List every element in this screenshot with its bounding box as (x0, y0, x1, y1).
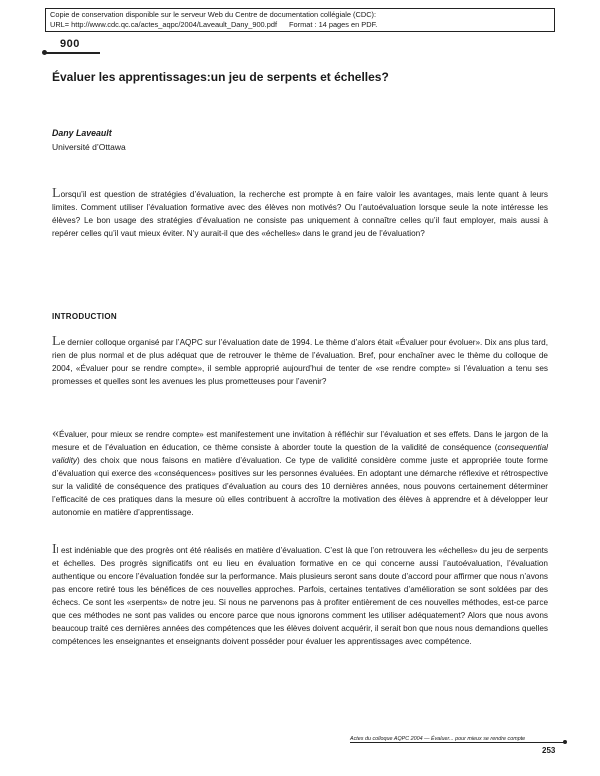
paragraph-3-text: l est indéniable que des progrès ont été réalisés en matière d’évaluation. C’est là que l’on retrouvera les «échelles» du jeu de serpents et échelles. Des progrès significatifs ont eu lieu en évaluation formative en ce qui concerne aussi l’autoévaluation, l’évaluation authentique ou encore l’évaluation fondée sur la performance. Mais plusieurs seront sans doute d’accord pour affirmer que nous n’avons pas encore retiré tous les bénéfices de ces nouvelles approches. Parfois, certaines tentatives d’amélioration se sont soldées par des échecs. Ce sont les «serpents» de notre jeu. Si nous ne parvenons pas à profiter entièrement de ces nouvelles méthodes, est-ce parce que ces méthodes ne sont pas valides ou encore parce que nous ignorons comment les utiliser adéquatement? Alors que nous avons beaucoup traité ces dernières années des compétences que les élèves doivent acquérir, il serait bon que nous nous demandions quelles compétences les enseignantes et enseignants doivent posséder pour évaluer les apprentissages avec compétence. (52, 546, 548, 646)
author-affiliation: Université d’Ottawa (52, 142, 126, 152)
article-title: Évaluer les apprentissages:un jeu de serpents et échelles? (52, 70, 389, 84)
running-footer: Actes du colloque AQPC 2004 — Évaluer... pour mieux se rendre compte (350, 736, 526, 742)
abstract-dropcap: L (52, 186, 61, 201)
paragraph-1-text: e dernier colloque organisé par l’AQPC sur l’évaluation date de 1994. Le thème d’alors était «Évaluer pour évoluer». Dix ans plus tard, rien de plus normal et de plus adéquat que de retrouver le thème de l’évaluation. Bref, pour enchaîner avec le thème du colloque de 2004, «Évaluer pour se rendre compte», il semble approprié aujourd’hui de tenter de «se rendre compte» si l’évaluation a tenu ses promesses et quelles sont les avenues les plus prometteuses pour l’avenir? (52, 338, 548, 386)
paragraph-2 (52, 428, 548, 519)
archive-notice-line2 (50, 20, 550, 30)
abstract (52, 188, 548, 240)
archive-format: Format : 14 pages en PDF. (289, 20, 378, 29)
paragraph-2-text-a: Évaluer, pour mieux se rendre compte» est manifestement une invitation à réfléchir sur l’évaluation et ses effets. Dans le jargon de la mesure et de l’évaluation en éducation, ce thème consiste à aborder toute la question de la validité de conséquence ( (52, 430, 548, 452)
issue-number: 900 (60, 38, 80, 50)
paragraph-2-dropcap: « (52, 426, 59, 441)
paragraph-1 (52, 336, 548, 388)
footer-rule (350, 742, 566, 743)
page-number: 253 (542, 746, 556, 755)
paragraph-3 (52, 544, 548, 648)
section-heading: INTRODUCTION (52, 312, 117, 321)
paragraph-2-text-b: ) des choix que nous faisons en matière d’évaluation. Ce type de validité considère comme juste et appropriée toute forme d’évaluation qui exerce des «conséquences» positives sur les personnes évaluées. En adoptant une démarche réflexive et rétrospective sur la validité de conséquence des pratiques d’évaluation au cours des 10 dernières années, nous pouvons certainement déterminer l’efficacité de ces pratiques dans la mesure où elles contribuent à accroître la motivation des élèves à apprendre et à développer leur autonomie en matière d’apprentissage. (52, 456, 548, 517)
abstract-text: orsqu’il est question de stratégies d’évaluation, la recherche est prompte à en faire valoir les avantages, mais lente quant à leurs limites. Comment utiliser l’évaluation formative avec des élèves non motivés? Ou l’autoévaluation lorsque seule la note intéresse les élèves? Le bon usage des stratégies d’évaluation ne consiste pas uniquement à connaître celles qu’il faut employer, mais aussi à repérer celles qu’il vaut mieux éviter. N’y aurait-il que des «échelles» dans le grand jeu de l’évaluation? (52, 190, 548, 238)
paragraph-3-dropcap: I (52, 542, 57, 557)
issue-rule (46, 52, 100, 54)
paragraph-1-dropcap: L (52, 334, 61, 349)
archive-notice (45, 8, 555, 32)
footer-bullet (563, 740, 567, 744)
author-name: Dany Laveault (52, 128, 112, 138)
archive-url[interactable]: URL= http://www.cdc.qc.ca/actes_aqpc/2004/Laveault_Dany_900.pdf (50, 20, 277, 29)
archive-notice-line1: Copie de conservation disponible sur le serveur Web du Centre de documentation collégiale (CDC): (50, 10, 377, 19)
paragraph-2-italic-term: consequential validity (52, 443, 548, 465)
